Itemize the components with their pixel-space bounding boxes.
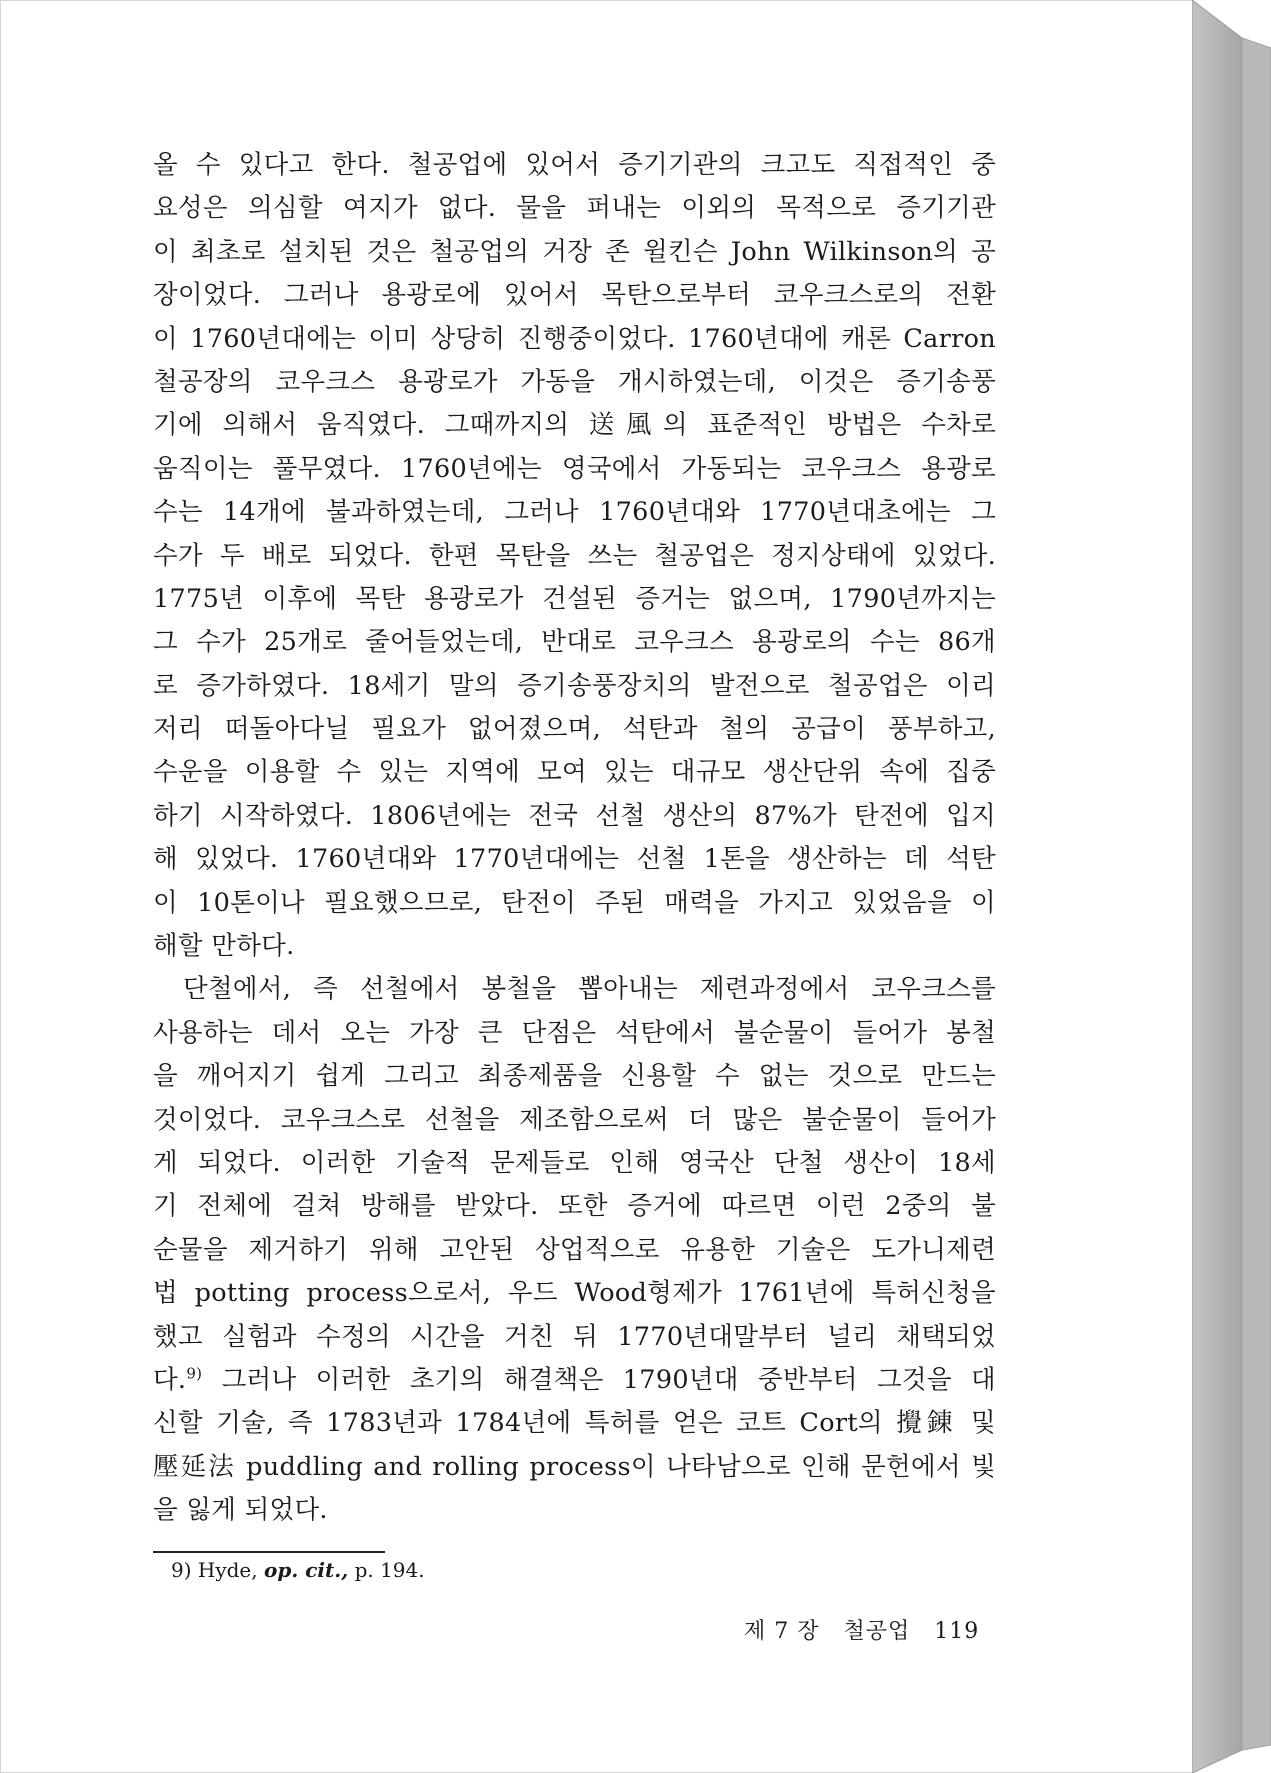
chapter-title: 철공업 [843,1619,911,1644]
footnote-author: Hyde, [197,1558,258,1582]
text-line: 했고 실험과 수정의 시간을 거친 뒤 1770년대말부터 널리 채택되었 [153,1321,996,1352]
chapter-label: 제 7 장 [744,1619,820,1644]
text-line: 이 1760년대에는 이미 상당히 진행중이었다. 1760년대에 캐론 Carron [153,323,996,354]
footnote-divider [153,1551,385,1553]
text-line: 수는 14개에 불과하였는데, 그러나 1760년대와 1770년대초에는 그 [153,497,996,528]
footnote [171,1558,425,1582]
text-line: 수가 두 배로 되었다. 한편 목탄을 쓰는 철공업은 정지상태에 있었다. [153,540,996,571]
paragraph-2 [153,968,996,1532]
text-line: 사용하는 데서 오는 가장 큰 단점은 석탄에서 불순물이 들어가 봉철 [153,1017,996,1048]
text-line: 해할 만하다. [153,931,295,962]
text-line-with-footnote [153,1359,996,1402]
page-footer [744,1614,979,1645]
text-line: 기 전체에 걸쳐 방해를 받았다. 또한 증거에 따르면 이런 2중의 불 [153,1191,996,1222]
text-line: 해 있었다. 1760년대와 1770년대에는 선철 1톤을 생산하는 데 석탄 [153,844,996,875]
text-line: 게 되었다. 이러한 기술적 문제들로 인해 영국산 단철 생산이 18세 [153,1147,996,1178]
text-line: 로 증가하였다. 18세기 말의 증기송풍장치의 발전으로 철공업은 이리 [153,670,996,701]
text-line: 기에 의해서 움직였다. 그때까지의 送風의 표준적인 방법은 수차로 [153,410,996,441]
text-line: 이 최초로 설치된 것은 철공업의 거장 존 윌킨슨 John Wilkinson의 공 [153,236,996,267]
footnote-ref: op. cit., [264,1558,349,1582]
footnote-marker[interactable]: 9) [186,1364,203,1383]
text-line: 법 potting process으로서, 우드 Wood형제가 1761년에 특허신청을 [153,1278,996,1309]
text-line: 을 잃게 되었다. [153,1495,328,1526]
page-body [153,144,996,1533]
text-line: 움직이는 풀무였다. 1760년에는 영국에서 가동되는 코우크스 용광로 [153,453,996,484]
text-line: 신할 기술, 즉 1783년과 1784년에 특허를 얻은 코트 Cort의 攪錬 및 [153,1408,996,1439]
text-line: 이 10톤이나 필요했으므로, 탄전이 주된 매력을 가지고 있었음을 이 [153,887,996,918]
text-segment: 다. [153,1364,187,1395]
paragraph-1 [153,144,996,968]
text-line: 하기 시작하였다. 1806년에는 전국 선철 생산의 87%가 탄전에 입지 [153,800,996,831]
book-thickness-side [1192,0,1271,1773]
footnote-number: 9) [171,1558,192,1582]
text-line: 철공장의 코우크스 용광로가 가동을 개시하였는데, 이것은 증기송풍 [153,366,996,397]
text-segment: 그러나 이러한 초기의 해결책은 1790년대 중반부터 그것을 대 [221,1364,996,1395]
text-line: 그 수가 25개로 줄어들었는데, 반대로 코우크스 용광로의 수는 86개 [153,627,996,658]
text-line: 저리 떠돌아다닐 필요가 없어졌으며, 석탄과 철의 공급이 풍부하고, [153,714,996,745]
text-line: 올 수 있다고 한다. 철공업에 있어서 증기기관의 크고도 직접적인 중 [153,150,996,180]
text-line: 단철에서, 즉 선철에서 봉철을 뽑아내는 제련과정에서 코우크스를 [183,974,996,1005]
text-line: 을 깨어지기 쉽게 그리고 최종제품을 신용할 수 없는 것으로 만드는 [153,1061,996,1092]
text-line: 장이었다. 그러나 용광로에 있어서 목탄으로부터 코우크스로의 전환 [153,280,996,311]
page-number: 119 [934,1619,980,1644]
text-line: 1775년 이후에 목탄 용광로가 건설된 증거는 없으며, 1790년까지는 [153,583,996,614]
text-line: 순물을 제거하기 위해 고안된 상업적으로 유용한 기술은 도가니제련 [153,1234,996,1265]
text-line: 요성은 의심할 여지가 없다. 물을 퍼내는 이외의 목적으로 증기기관 [153,193,996,224]
text-line: 것이었다. 코우크스로 선철을 제조함으로써 더 많은 불순물이 들어가 [153,1104,996,1135]
footnote-page: p. 194. [354,1558,425,1582]
text-line: 수운을 이용할 수 있는 지역에 모여 있는 대규모 생산단위 속에 집중 [153,757,996,788]
text-line: 壓延法 puddling and rolling process이 나타남으로 인해 문헌에서 빛 [153,1451,996,1482]
